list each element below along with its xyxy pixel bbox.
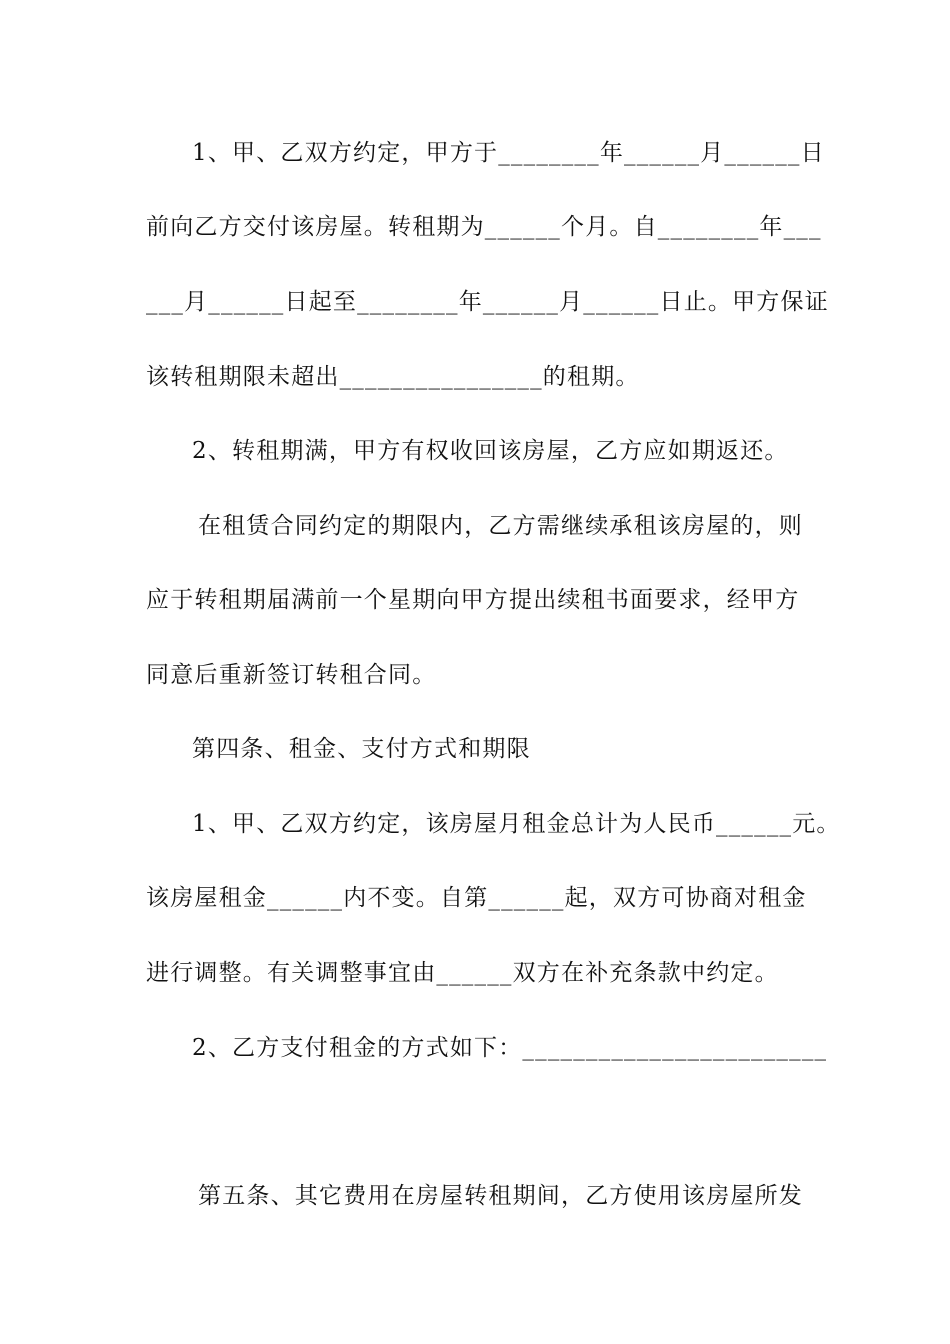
- text-line-1: 1、甲、乙双方约定，甲方于________年______月______日: [192, 140, 825, 166]
- text-line-10: 1、甲、乙双方约定，该房屋月租金总计为人民币______元。: [192, 811, 841, 837]
- text-line-3: ___月______日起至________年______月______日止。甲方保证: [146, 289, 829, 315]
- text-line-6: 在租赁合同约定的期限内，乙方需继续承租该房屋的，则: [198, 513, 803, 539]
- text-line-7: 应于转租期届满前一个星期向甲方提出续租书面要求，经甲方: [146, 587, 800, 613]
- text-line-12: 进行调整。有关调整事宜由______双方在补充条款中约定。: [146, 960, 779, 986]
- text-line-4: 该转租期限未超出________________的租期。: [146, 364, 640, 390]
- text-line-8: 同意后重新签订转租合同。: [146, 662, 437, 688]
- text-line-5: 2、转租期满，甲方有权收回该房屋，乙方应如期返还。: [192, 438, 789, 464]
- text-line-13: 2、乙方支付租金的方式如下：________________________: [192, 1035, 828, 1061]
- text-line-2: 前向乙方交付该房屋。转租期为______个月。自________年___: [146, 214, 822, 240]
- text-line-11: 该房屋租金______内不变。自第______起，双方可协商对租金: [146, 885, 807, 911]
- text-line-14: 第五条、其它费用在房屋转租期间，乙方使用该房屋所发: [198, 1183, 803, 1209]
- section-heading-article-4: 第四条、租金、支付方式和期限: [192, 736, 531, 762]
